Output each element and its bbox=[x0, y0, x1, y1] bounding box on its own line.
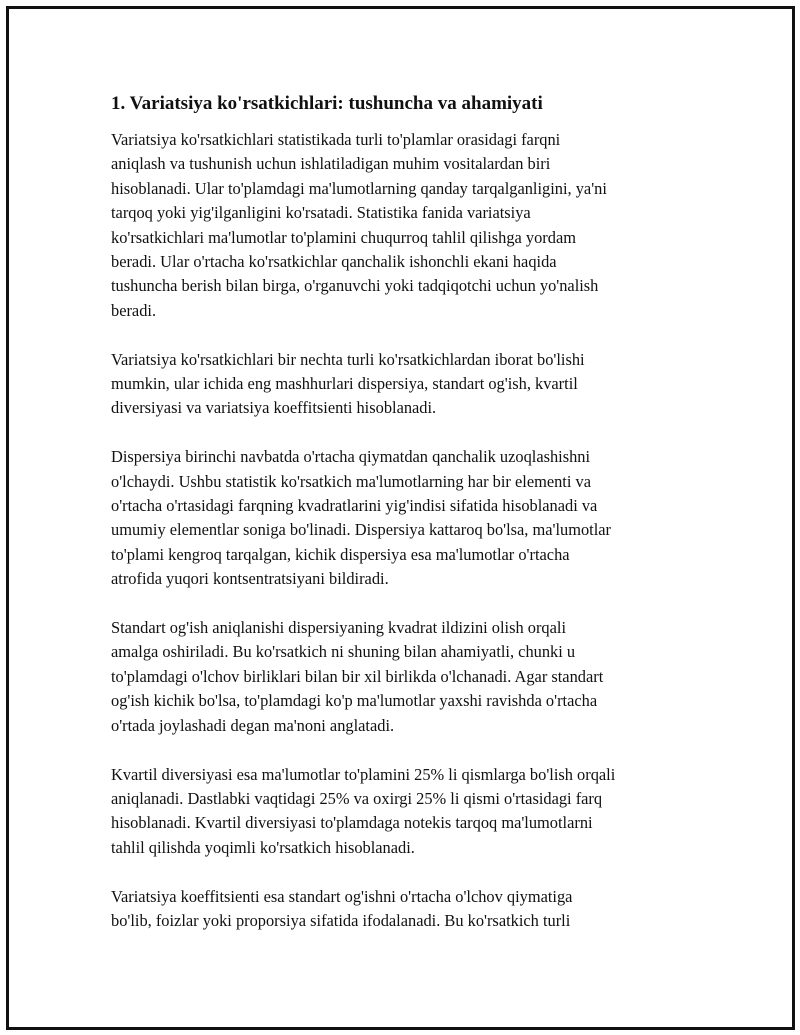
text-line: tahlil qilishda yoqimli ko'rsatkich hisoblanadi. bbox=[111, 837, 415, 857]
text-line: atrofida yuqori kontsentratsiyani bildiradi. bbox=[111, 569, 389, 589]
paragraph bbox=[111, 348, 691, 421]
text-line: o'rtada joylashadi degan ma'noni anglatadi. bbox=[111, 715, 395, 735]
text-line: mumkin, ular ichida eng mashhurlari dispersiya, standart og'ish, kvartil bbox=[111, 374, 578, 394]
paragraph bbox=[111, 128, 691, 323]
section-heading: 1. Variatsiya ko'rsatkichlari: tushuncha va ahamiyati bbox=[111, 93, 543, 114]
text-line: to'plami kengroq tarqalgan, kichik dispersiya esa ma'lumotlar o'rtacha bbox=[111, 544, 570, 564]
text-line: og'ish kichik bo'lsa, to'plamdagi ko'p ma'lumotlar yaxshi ravishda o'rtacha bbox=[111, 691, 598, 711]
text-line: o'rtacha o'rtasidagi farqning kvadratlarini yig'indisi sifatida hisoblanadi va bbox=[111, 496, 598, 516]
text-line: diversiyasi va variatsiya koeffitsienti hisoblanadi. bbox=[111, 398, 437, 418]
text-line: Standart og'ish aniqlanishi dispersiyaning kvadrat ildizini olish orqali bbox=[111, 618, 566, 638]
text-line: tarqoq yoki yig'ilganligini ko'rsatadi. Statistika fanida variatsiya bbox=[111, 203, 531, 223]
text-line: tushuncha berish bilan birga, o'rganuvchi yoki tadqiqotchi uchun yo'nalish bbox=[111, 276, 599, 296]
paragraph bbox=[111, 885, 691, 934]
text-line: bo'lib, foizlar yoki proporsiya sifatida ifodalanadi. Bu ko'rsatkich turli bbox=[111, 910, 571, 930]
text-line: amalga oshiriladi. Bu ko'rsatkich ni shuning bilan ahamiyatli, chunki u bbox=[111, 642, 576, 662]
text-line: ko'rsatkichlari ma'lumotlar to'plamini chuqurroq tahlil qilishga yordam bbox=[111, 227, 576, 247]
paragraph bbox=[111, 445, 691, 591]
text-line: o'lchaydi. Ushbu statistik ko'rsatkich ma'lumotlarning har bir elementi va bbox=[111, 471, 591, 491]
text-line: Variatsiya ko'rsatkichlari statistikada turli to'plamlar orasidagi farqni bbox=[111, 130, 561, 149]
text-line: umumiy elementlar soniga bo'linadi. Dispersiya kattaroq bo'lsa, ma'lumotlar bbox=[111, 520, 612, 540]
paragraph bbox=[111, 616, 691, 738]
text-line: hisoblanadi. Ular to'plamdagi ma'lumotlarning qanday tarqalganligini, ya'ni bbox=[111, 178, 607, 198]
text-line: Variatsiya ko'rsatkichlari bir nechta turli ko'rsatkichlardan iborat bo'lishi bbox=[111, 349, 585, 369]
text-line: beradi. bbox=[111, 300, 157, 320]
text-line: aniqlanadi. Dastlabki vaqtidagi 25% va oxirgi 25% li qismi o'rtasidagi farq bbox=[111, 788, 603, 808]
text-line: Kvartil diversiyasi esa ma'lumotlar to'plamini 25% li qismlarga bo'lish orqali bbox=[111, 764, 616, 784]
document-body bbox=[111, 92, 691, 958]
paragraph-container bbox=[111, 128, 691, 933]
paragraph bbox=[111, 763, 691, 861]
text-line: hisoblanadi. Kvartil diversiyasi to'plamdaga notekis tarqoq ma'lumotlarni bbox=[111, 813, 593, 833]
text-line: Dispersiya birinchi navbatda o'rtacha qiymatdan qanchalik uzoqlashishni bbox=[111, 447, 591, 467]
text-line: aniqlash va tushunish uchun ishlatiladigan muhim vositalardan biri bbox=[111, 154, 551, 174]
text-line: Variatsiya koeffitsienti esa standart og'ishni o'rtacha o'lchov qiymatiga bbox=[111, 886, 573, 906]
text-line: beradi. Ular o'rtacha ko'rsatkichlar qanchalik ishonchli ekani haqida bbox=[111, 252, 557, 272]
text-line: to'plamdagi o'lchov birliklari bilan bir xil birlikda o'lchanadi. Agar standart bbox=[111, 666, 604, 686]
